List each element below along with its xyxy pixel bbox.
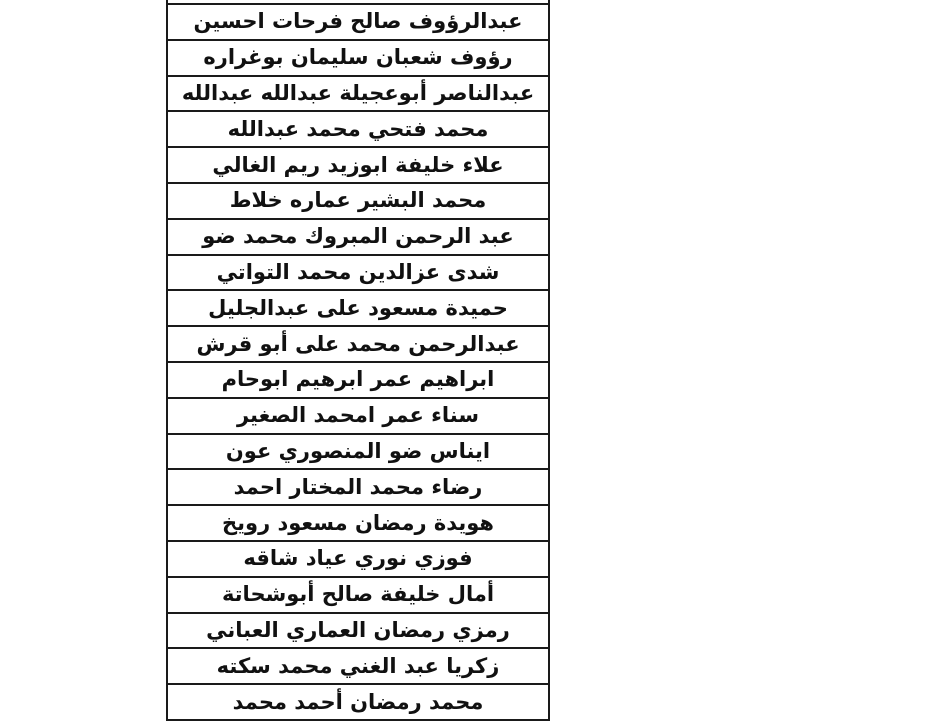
table-row xyxy=(167,469,549,505)
table-row xyxy=(167,255,549,291)
name-cell: هويدة رمضان مسعود رويخ xyxy=(167,505,549,541)
name-cell: رمزي رمضان العماري العباني xyxy=(167,613,549,649)
name-cell: سناء عمر امحمد الصغير xyxy=(167,398,549,434)
table-row xyxy=(167,4,549,40)
table-row xyxy=(167,648,549,684)
name-cell: حميدة مسعود على عبدالجليل xyxy=(167,290,549,326)
table-row xyxy=(167,76,549,112)
table-row xyxy=(167,290,549,326)
names-table-body xyxy=(167,0,549,720)
name-cell: عبد الرحمن المبروك محمد ضو xyxy=(167,219,549,255)
name-cell: علاء خليفة ابوزيد ريم الغالي xyxy=(167,147,549,183)
table-row xyxy=(167,219,549,255)
table-row xyxy=(167,684,549,720)
name-cell: محمد رمضان أحمد محمد xyxy=(167,684,549,720)
name-cell: فوزي نوري عياد شاقه xyxy=(167,541,549,577)
table-row xyxy=(167,577,549,613)
table-row xyxy=(167,183,549,219)
name-cell: رؤوف شعبان سليمان بوغراره xyxy=(167,40,549,76)
name-cell: ايناس ضو المنصوري عون xyxy=(167,434,549,470)
name-cell: عبدالرؤوف صالح فرحات احسين xyxy=(167,4,549,40)
table-row xyxy=(167,362,549,398)
name-cell: محمد فتحي محمد عبدالله xyxy=(167,111,549,147)
table-row xyxy=(167,111,549,147)
name-cell: رضاء محمد المختار احمد xyxy=(167,469,549,505)
table-row xyxy=(167,398,549,434)
name-cell: أمال خليفة صالح أبوشحاتة xyxy=(167,577,549,613)
name-cell: زكريا عبد الغني محمد سكته xyxy=(167,648,549,684)
names-table xyxy=(166,0,550,721)
table-row xyxy=(167,505,549,541)
table-row xyxy=(167,40,549,76)
name-cell: ابراهيم عمر ابرهيم ابوحام xyxy=(167,362,549,398)
name-cell: عبدالرحمن محمد على أبو قرش xyxy=(167,326,549,362)
table-row xyxy=(167,434,549,470)
table-row xyxy=(167,613,549,649)
name-cell: شدى عزالدين محمد التواتي xyxy=(167,255,549,291)
table-row xyxy=(167,147,549,183)
table-row xyxy=(167,326,549,362)
name-cell: محمد البشير عماره خلاط xyxy=(167,183,549,219)
table-row xyxy=(167,541,549,577)
name-cell: عبدالناصر أبوعجيلة عبدالله عبدالله xyxy=(167,76,549,112)
